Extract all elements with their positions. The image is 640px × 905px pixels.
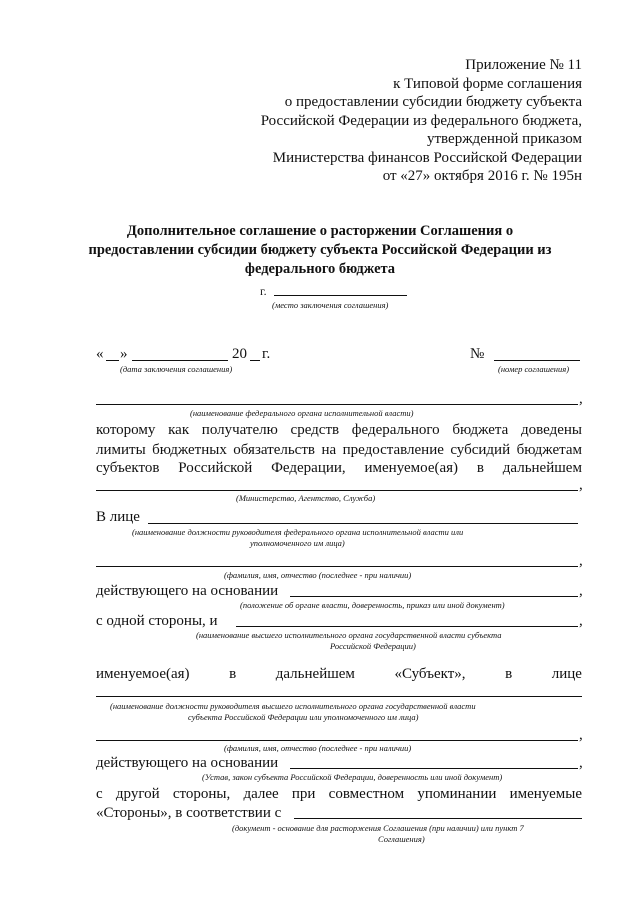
word: именуемое(ая) — [364, 460, 459, 476]
header-line: Российской Федерации из федерального бюджета, — [260, 112, 582, 129]
one-side-label: с одной стороны, и — [96, 613, 218, 629]
word: дальнейшем — [275, 666, 355, 682]
date-month-field[interactable] — [132, 360, 228, 361]
fio-caption-2: (фамилия, имя, отчество (последнее - при наличии) — [224, 743, 412, 753]
regional-body-field[interactable] — [236, 626, 578, 627]
date-year-suffix: г. — [262, 346, 271, 362]
title-line: предоставлении субсидии бюджету субъекта Российской Федерации из — [88, 242, 552, 258]
word: в — [476, 460, 484, 476]
position-caption: (наименование должности руководителя федерального органа исполнительной власти или — [132, 527, 464, 537]
header-line: от «27» октября 2016 г. № 195н — [382, 168, 582, 184]
number-caption: (номер соглашения) — [498, 364, 570, 374]
word: в — [229, 666, 237, 682]
position-caption: уполномоченного им лица) — [250, 538, 345, 548]
head-position-field[interactable] — [96, 696, 582, 697]
word: в — [505, 666, 513, 682]
comma: , — [579, 553, 583, 569]
comma: , — [579, 727, 583, 743]
word: субъектов — [96, 460, 160, 476]
subject-text-line — [96, 666, 582, 683]
header-line: утвержденной приказом — [426, 131, 582, 147]
place-caption: (место заключения соглашения) — [272, 300, 389, 310]
date-year-field[interactable] — [250, 360, 260, 361]
recipient-text-line: которому как получателю средств федерального бюджета доведены — [96, 422, 582, 438]
position-field[interactable] — [148, 523, 578, 524]
date-caption: (дата заключения соглашения) — [120, 364, 233, 374]
recipient-text-line: лимиты бюджетных обязательств на предоставление субсидий бюджетам — [96, 442, 582, 458]
place-field[interactable] — [274, 295, 407, 296]
parties-label: «Стороны», в соответствии с — [96, 805, 282, 821]
fio-field[interactable] — [96, 566, 578, 567]
document-basis-caption: (документ - основание для расторжения Соглашения (при наличии) или пункт 7 — [232, 823, 524, 833]
fio-field-2[interactable] — [96, 740, 578, 741]
header-line: Министерства финансов Российской Федерации — [272, 149, 582, 166]
title-line: федерального бюджета — [244, 261, 396, 277]
basis-caption-2: (Устав, закон субъекта Российской Федерации, доверенность или иной документ) — [202, 772, 503, 782]
basis-field[interactable] — [290, 596, 578, 597]
regional-body-caption: (наименование высшего исполнительного органа государственной власти субъекта — [196, 630, 502, 640]
word: дальнейшем — [502, 460, 582, 476]
place-prefix: г. — [260, 284, 267, 298]
fio-caption: (фамилия, имя, отчество (последнее - при наличии) — [224, 570, 412, 580]
comma: , — [579, 391, 583, 407]
ministry-field[interactable] — [96, 490, 578, 491]
number-label: № — [470, 346, 485, 362]
word: Федерации, — [271, 460, 346, 476]
date-close-quote: » — [120, 346, 128, 362]
head-position-caption: субъекта Российской Федерации или уполномоченного им лица) — [188, 712, 419, 722]
word: лице — [551, 666, 582, 682]
number-field[interactable] — [494, 360, 580, 361]
header-line: к Типовой форме соглашения — [393, 75, 582, 92]
federal-body-caption: (наименование федерального органа исполнительной власти) — [190, 408, 414, 418]
other-side-line: с другой стороны, далее при совместном упоминании именуемые — [96, 786, 582, 802]
regional-body-caption: Российской Федерации) — [330, 641, 416, 651]
comma: , — [579, 583, 583, 599]
appendix-header — [261, 56, 582, 186]
date-year-prefix: 20 — [232, 346, 247, 362]
header-line: о предоставлении субсидии бюджету субъекта — [284, 94, 582, 110]
date-open-quote: « — [96, 346, 104, 362]
document-basis-field[interactable] — [294, 818, 582, 819]
head-position-caption: (наименование должности руководителя высшего исполнительного органа государственной власти — [110, 701, 476, 711]
title-line: Дополнительное соглашение о расторжении Соглашения о — [126, 223, 514, 239]
ministry-caption: (Министерство, Агентство, Служба) — [236, 493, 376, 503]
recipient-text-line — [96, 460, 582, 477]
acting-basis-label-2: действующего на основании — [96, 755, 279, 771]
comma: , — [579, 755, 583, 771]
word: «Субъект», — [394, 666, 466, 682]
word: именуемое(ая) — [96, 666, 190, 682]
date-day-field[interactable] — [106, 360, 119, 361]
word: Российской — [178, 460, 253, 476]
basis-caption: (положение об органе власти, доверенность, приказ или иной документ) — [240, 600, 505, 610]
federal-body-field[interactable] — [96, 404, 578, 405]
header-line: Приложение № 11 — [465, 57, 582, 73]
acting-basis-label: действующего на основании — [96, 583, 279, 599]
comma: , — [579, 477, 583, 493]
basis-field-2[interactable] — [290, 768, 578, 769]
comma: , — [579, 613, 583, 629]
document-basis-caption: Соглашения) — [378, 834, 425, 844]
in-person-label: В лице — [96, 509, 140, 525]
document-title — [60, 222, 580, 279]
